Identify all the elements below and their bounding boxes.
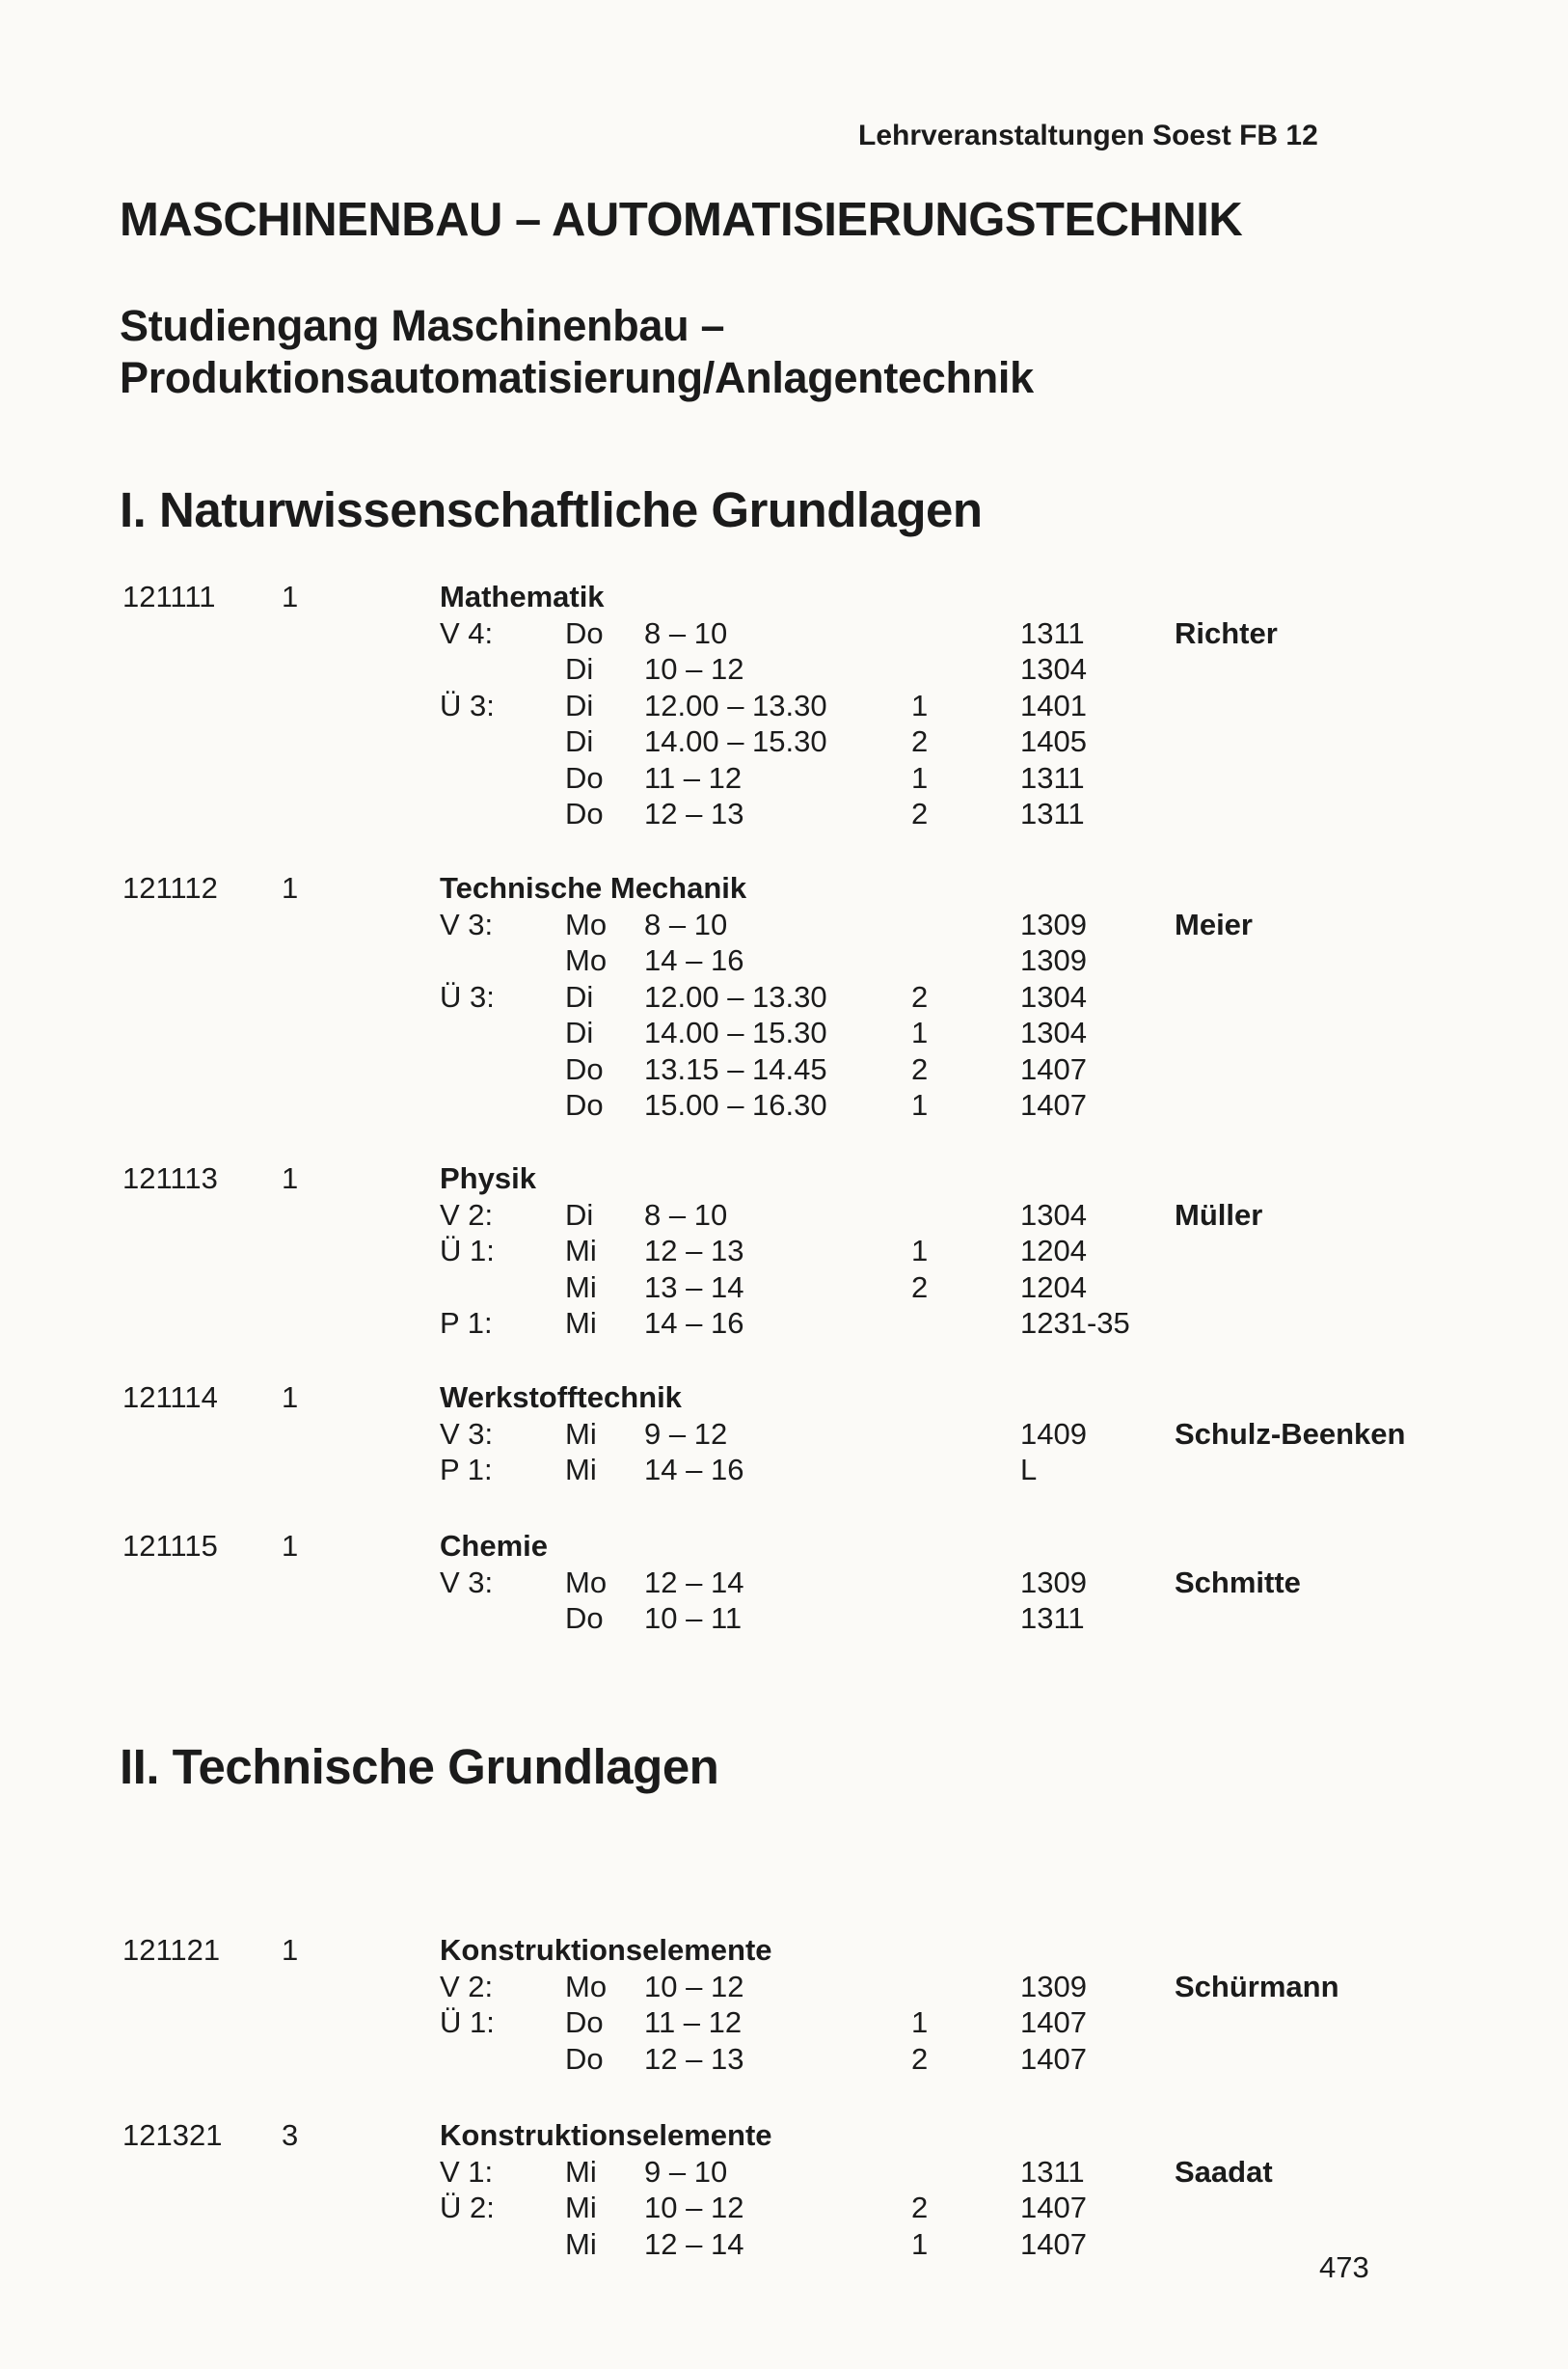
- session-time: 14.00 – 15.30: [644, 724, 827, 758]
- course-semester: 1: [282, 1933, 299, 1967]
- session-type: V 3:: [440, 1565, 494, 1599]
- session-room: 1311: [1020, 760, 1085, 795]
- session-day: Mi: [565, 2191, 597, 2224]
- session-type: V 2:: [440, 1969, 494, 2003]
- course-title: Physik: [440, 1161, 536, 1195]
- session-type: P 1:: [440, 1453, 493, 1486]
- session-group: 2: [911, 724, 929, 758]
- session-group: 2: [911, 1269, 929, 1304]
- session-time: 10 – 11: [644, 1601, 743, 1635]
- session-day: Do: [565, 1051, 604, 1086]
- session-room: 1409: [1020, 1416, 1087, 1451]
- page-title: MASCHINENBAU – AUTOMATISIERUNGSTECHNIK: [120, 194, 1243, 246]
- session-room: 1311: [1020, 797, 1085, 831]
- session-time: 12 – 13: [644, 797, 744, 831]
- session-time: 15.00 – 16.30: [644, 1088, 827, 1122]
- session-room: 1304: [1020, 979, 1087, 1014]
- running-header: Lehrveranstaltungen Soest FB 12: [858, 120, 1318, 151]
- session-time: 12 – 13: [644, 2041, 744, 2076]
- course-number: 121121: [122, 1933, 221, 1967]
- session-time: 11 – 12: [644, 2005, 743, 2039]
- session-day: Mo: [565, 907, 608, 941]
- session-room: 1407: [1020, 2041, 1087, 2076]
- session-time: 9 – 12: [644, 1416, 728, 1451]
- session-group: 2: [911, 2191, 929, 2224]
- session-room: 1311: [1020, 2154, 1085, 2189]
- session-time: 14 – 16: [644, 943, 744, 977]
- program-title-line1: Studiengang Maschinenbau –: [120, 301, 725, 350]
- session-time: 8 – 10: [644, 907, 728, 941]
- session-day: Di: [565, 1016, 594, 1049]
- session-day: Di: [565, 652, 594, 686]
- session-room: 1304: [1020, 1016, 1087, 1049]
- session-time: 12 – 14: [644, 1565, 744, 1599]
- section-heading: II. Technische Grundlagen: [120, 1739, 719, 1794]
- course-title: Werkstofftechnik: [440, 1380, 682, 1414]
- course-title: Mathematik: [440, 580, 605, 613]
- session-time: 8 – 10: [644, 615, 728, 650]
- session-time: 14 – 16: [644, 1306, 744, 1340]
- session-time: 10 – 12: [644, 1969, 744, 2003]
- session-day: Di: [565, 1197, 594, 1232]
- program-title-line2: Produktionsautomatisierung/Anlagentechnik: [120, 353, 1034, 402]
- session-room: 1309: [1020, 943, 1087, 977]
- course-semester: 3: [282, 2118, 299, 2152]
- course-number: 121112: [122, 871, 218, 905]
- session-type: Ü 3:: [440, 979, 495, 1014]
- session-day: Do: [565, 1601, 604, 1635]
- session-day: Do: [565, 760, 604, 795]
- session-room: 1304: [1020, 1197, 1087, 1232]
- course-lecturer: Schmitte: [1175, 1565, 1301, 1599]
- session-room: 1407: [1020, 2191, 1087, 2224]
- session-room: L: [1020, 1453, 1038, 1486]
- course-number: 121111: [122, 580, 216, 613]
- course-title: Konstruktionselemente: [440, 1933, 772, 1967]
- session-type: Ü 2:: [440, 2191, 495, 2224]
- course-number: 121113: [122, 1161, 218, 1195]
- session-day: Di: [565, 724, 594, 758]
- session-day: Mo: [565, 1969, 608, 2003]
- session-day: Di: [565, 688, 594, 722]
- session-day: Mi: [565, 2154, 597, 2189]
- session-room: 1311: [1020, 615, 1085, 650]
- section-heading: I. Naturwissenschaftliche Grundlagen: [120, 482, 983, 537]
- session-day: Mi: [565, 1306, 597, 1340]
- session-time: 8 – 10: [644, 1197, 728, 1232]
- session-group: 1: [911, 760, 929, 795]
- session-day: Mi: [565, 1269, 597, 1304]
- session-room: 1407: [1020, 2005, 1087, 2039]
- session-time: 12 – 13: [644, 1234, 744, 1267]
- session-day: Mi: [565, 1234, 597, 1267]
- session-room: 1304: [1020, 652, 1087, 686]
- session-time: 11 – 12: [644, 760, 743, 795]
- session-day: Do: [565, 1088, 604, 1122]
- session-group: 2: [911, 797, 929, 831]
- session-time: 12.00 – 13.30: [644, 979, 827, 1014]
- session-group: 2: [911, 1051, 929, 1086]
- course-lecturer: Richter: [1175, 615, 1278, 650]
- page-number: 473: [1319, 2250, 1369, 2284]
- session-day: Do: [565, 2005, 604, 2039]
- course-semester: 1: [282, 1380, 299, 1414]
- session-day: Mi: [565, 1416, 597, 1451]
- course-semester: 1: [282, 1161, 299, 1195]
- session-day: Mi: [565, 1453, 597, 1486]
- session-room: 1407: [1020, 1088, 1087, 1122]
- session-room: 1407: [1020, 2226, 1087, 2261]
- course-title: Konstruktionselemente: [440, 2118, 772, 2152]
- session-room: 1309: [1020, 1565, 1087, 1599]
- course-lecturer: Meier: [1175, 907, 1253, 941]
- course-semester: 1: [282, 1529, 299, 1563]
- session-day: Mo: [565, 943, 608, 977]
- session-type: V 4:: [440, 615, 494, 650]
- session-group: 1: [911, 2226, 929, 2261]
- course-semester: 1: [282, 871, 299, 905]
- course-lecturer: Schürmann: [1175, 1969, 1339, 2003]
- session-room: 1309: [1020, 907, 1087, 941]
- session-day: Do: [565, 797, 604, 831]
- session-group: 1: [911, 1016, 929, 1049]
- session-time: 10 – 12: [644, 2191, 744, 2224]
- session-group: 1: [911, 2005, 929, 2039]
- session-day: Di: [565, 979, 594, 1014]
- session-time: 10 – 12: [644, 652, 744, 686]
- session-type: Ü 1:: [440, 2005, 495, 2039]
- session-time: 9 – 10: [644, 2154, 728, 2189]
- session-group: 1: [911, 688, 929, 722]
- session-day: Do: [565, 615, 604, 650]
- session-room: 1231-35: [1020, 1306, 1130, 1340]
- session-day: Do: [565, 2041, 604, 2076]
- session-room: 1309: [1020, 1969, 1087, 2003]
- session-type: Ü 3:: [440, 688, 495, 722]
- session-time: 13 – 14: [644, 1269, 744, 1304]
- session-time: 14.00 – 15.30: [644, 1016, 827, 1049]
- session-type: P 1:: [440, 1306, 493, 1340]
- course-semester: 1: [282, 580, 299, 613]
- session-type: V 3:: [440, 1416, 494, 1451]
- session-room: 1405: [1020, 724, 1087, 758]
- course-number: 121114: [122, 1380, 218, 1414]
- session-room: 1401: [1020, 688, 1087, 722]
- session-time: 14 – 16: [644, 1453, 744, 1486]
- session-room: 1311: [1020, 1601, 1085, 1635]
- course-lecturer: Müller: [1175, 1197, 1263, 1232]
- session-group: 2: [911, 979, 929, 1014]
- session-type: Ü 1:: [440, 1234, 495, 1267]
- session-time: 12 – 14: [644, 2226, 744, 2261]
- session-time: 12.00 – 13.30: [644, 688, 827, 722]
- course-title: Technische Mechanik: [440, 871, 747, 905]
- course-lecturer: Saadat: [1175, 2154, 1273, 2189]
- session-time: 13.15 – 14.45: [644, 1051, 827, 1086]
- session-room: 1204: [1020, 1234, 1087, 1267]
- session-group: 2: [911, 2041, 929, 2076]
- session-type: V 1:: [440, 2154, 494, 2189]
- session-type: V 3:: [440, 907, 494, 941]
- session-day: Mi: [565, 2226, 597, 2261]
- course-number: 121115: [122, 1529, 218, 1563]
- session-group: 1: [911, 1088, 929, 1122]
- session-group: 1: [911, 1234, 929, 1267]
- course-lecturer: Schulz-Beenken: [1175, 1416, 1406, 1451]
- course-number: 121321: [122, 2118, 223, 2152]
- session-room: 1204: [1020, 1269, 1087, 1304]
- course-title: Chemie: [440, 1529, 548, 1563]
- session-day: Mo: [565, 1565, 608, 1599]
- session-room: 1407: [1020, 1051, 1087, 1086]
- session-type: V 2:: [440, 1197, 494, 1232]
